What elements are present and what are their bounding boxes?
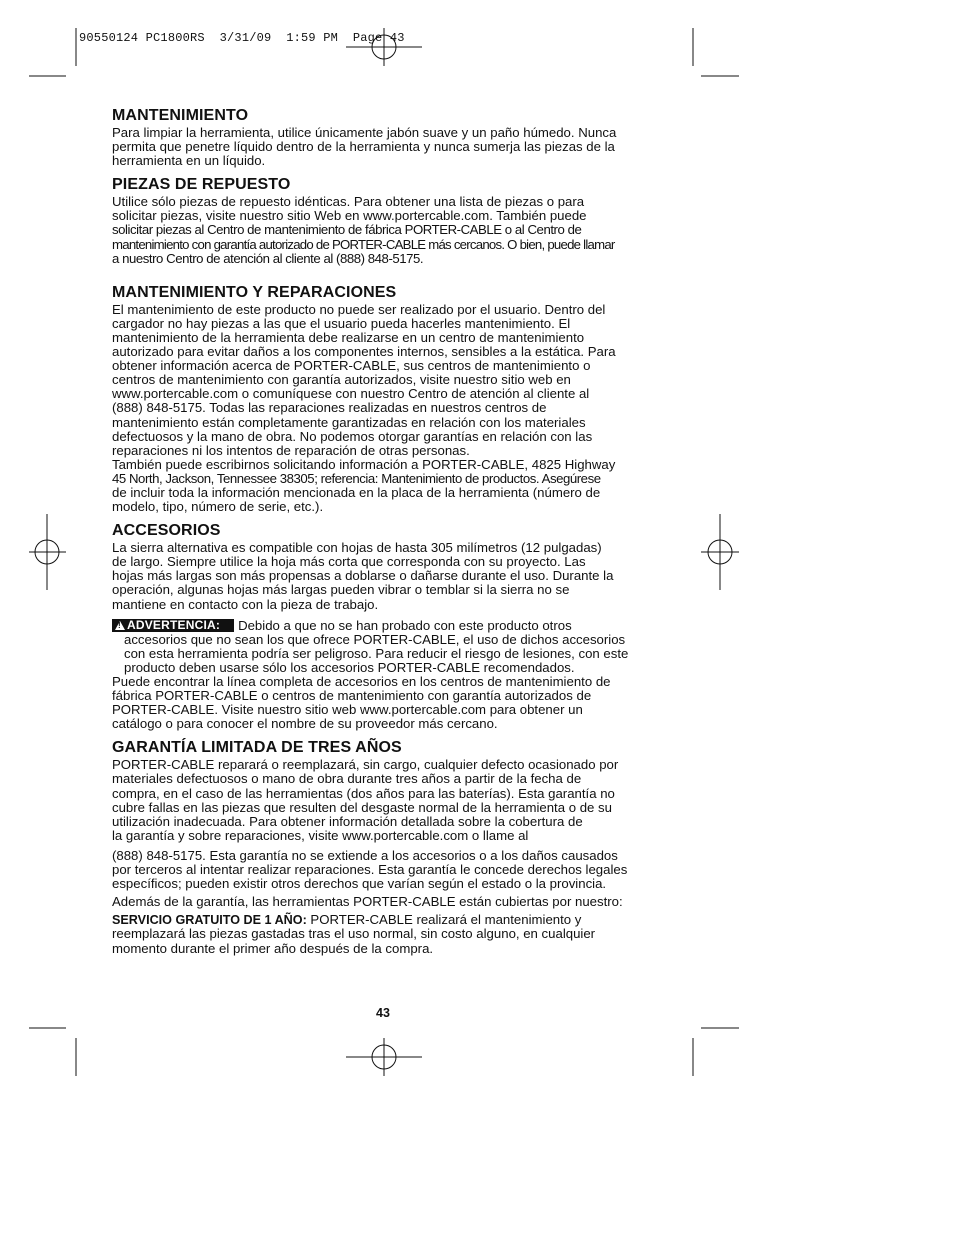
paragraph-line: cargador no hay piezas a las que el usuario pueda hacerles mantenimiento. El: [112, 315, 571, 331]
paragraph-line: Además de la garantía, las herramientas PORTER-CABLE están cubiertas por nuestro:: [112, 894, 623, 910]
paragraph-line: materiales defectuosos o mano de obra durante tres años a partir de la fecha de: [112, 771, 582, 787]
paragraph-line: operación, algunas hojas más largas pueden vibrar o temblar si la sierra no se: [112, 582, 570, 598]
paragraph-line: utilización inadecuada. Para obtener información detallada sobre la cobertura de: [112, 813, 583, 829]
paragraph-line: reparaciones ni los intentos de reparación de otras personas.: [112, 442, 470, 458]
paragraph-line: mantiene en contacto con la pieza de trabajo.: [112, 596, 379, 612]
paragraph-line: a nuestro Centro de atención al cliente al (888) 848-5175.: [112, 250, 424, 266]
paragraph-line: centros de mantenimiento con garantía autorizados, visite nuestro sitio web en: [112, 372, 571, 388]
paragraph-line: La sierra alternativa es compatible con hojas de hasta 305 milímetros (12 pulgadas): [112, 540, 602, 556]
paragraph-line: solicitar piezas al Centro de mantenimiento de fábrica PORTER-CABLE o al Centro de: [112, 222, 582, 238]
page-content: [112, 106, 660, 956]
paragraph-line: herramienta en un líquido.: [112, 153, 266, 169]
paragraph-line: Para limpiar la herramienta, utilice únicamente jabón suave y un paño húmedo. Nunca: [112, 125, 617, 140]
paragraph-line: mantenimiento están completamente garantizadas en relación con los materiales: [112, 414, 586, 430]
paragraph-line: Puede encontrar la línea completa de accesorios en los centros de mantenimiento de: [112, 674, 611, 689]
paragraph-line: momento durante el primer año después de la compra.: [112, 940, 434, 956]
paragraph-line: compra, en el caso de las herramientas (dos años para las baterías). Esta garantía no: [112, 785, 615, 801]
paragraph-line: catálogo o para conocer el nombre de su proveedor más cercano.: [112, 716, 498, 732]
warning-line: accesorios que no sean los que ofrece PORTER-CABLE, el uso de dichos accesorios: [124, 631, 626, 647]
paragraph-line: (888) 848-5175. Esta garantía no se extiende a los accesorios o a los daños causados: [112, 847, 618, 863]
paragraph-line: PORTER-CABLE. Visite nuestro sitio web www.portercable.com para obtener un: [112, 702, 583, 718]
warning-triangle-icon: [115, 621, 125, 630]
warning-text: Debido a que no se han probado con este producto otros: [238, 617, 572, 633]
service-label: SERVICIO GRATUITO DE 1 AÑO:: [112, 913, 307, 928]
paragraph-line: autorizado para evitar daños a los componentes internos, sensibles a la estática. Para: [112, 344, 616, 360]
paragraph-line: específicos; pueden existir otros derechos que varían según el estado o la provincia.: [112, 876, 607, 892]
paragraph-line: de largo. Siempre utilice la hoja más corta que corresponda con su proyecto. Las: [112, 554, 586, 570]
paragraph-line: modelo, tipo, número de serie, etc.).: [112, 499, 324, 515]
paragraph-line: PORTER-CABLE reparará o reemplazará, sin cargo, cualquier defecto ocasionado por: [112, 757, 619, 773]
paragraph-line: reemplazará las piezas gastadas tras el uso normal, sin costo alguno, en cualquier: [112, 926, 596, 942]
service-line: [112, 913, 660, 927]
paragraph-line: (888) 848-5175. Todas las reparaciones realizadas en nuestros centros de: [112, 400, 547, 416]
paragraph-line: 45 North, Jackson, Tennessee 38305; referencia: Mantenimiento de productos. Asegúrese: [112, 470, 601, 486]
warning-line: con esta herramienta podría ser peligroso. Para reducir el riesgo de lesiones, con este: [124, 645, 629, 661]
paragraph-line: El mantenimiento de este producto no puede ser realizado por el usuario. Dentro del: [112, 301, 606, 317]
service-text: PORTER-CABLE realizará el mantenimiento y: [306, 912, 582, 928]
warning-badge: [112, 619, 234, 632]
print-slug: 90550124 PC1800RS 3/31/09 1:59 PM Page 43: [79, 31, 405, 45]
paragraph-line: fábrica PORTER-CABLE o centros de mantenimiento con garantía autorizados de: [112, 688, 592, 704]
paragraph-line: permita que penetre líquido dentro de la herramienta y nunca sumerja las piezas de la: [112, 139, 615, 155]
paragraph-line: obtener información acerca de PORTER-CABLE, sus centros de mantenimiento o: [112, 358, 591, 374]
paragraph-line: de incluir toda la información mencionada en la placa de la herramienta (número de: [112, 484, 601, 500]
paragraph-line: También puede escribirnos solicitando información a PORTER-CABLE, 4825 Highway: [112, 456, 616, 472]
paragraph-line: cubre fallas en las piezas que resulten del desgaste normal de la herramienta o de su: [112, 799, 612, 815]
section-title-mantenimiento: MANTENIMIENTO: [112, 107, 249, 124]
paragraph-line: www.portercable.com o comuníquese con nuestro Centro de atención al cliente al: [112, 386, 590, 402]
paragraph-line: la garantía y sobre reparaciones, visite www.portercable.com o llame al: [112, 827, 529, 843]
section-title-accesorios: ACCESORIOS: [112, 522, 221, 540]
paragraph-line: defectuosos y la mano de obra. No podemos otorgar garantías en relación con las: [112, 428, 593, 444]
warning-line: producto deben usarse sólo los accesorios PORTER-CABLE recomendados.: [124, 659, 575, 675]
paragraph-line: por terceros al intentar realizar reparaciones. Esta garantía le concede derechos legales: [112, 862, 628, 878]
paragraph-line: mantenimiento con garantía autorizado de PORTER-CABLE más cercanos. O bien, puede llamar: [112, 236, 615, 252]
paragraph-line: mantenimiento de la herramienta debe realizarse en un centro de mantenimiento: [112, 329, 585, 345]
warning-label: ADVERTENCIA:: [127, 617, 221, 632]
section-title-garantia: GARANTÍA LIMITADA DE TRES AÑOS: [112, 739, 402, 757]
warning-block: [112, 619, 660, 633]
page-number: 43: [376, 1006, 390, 1020]
paragraph-line: Utilice sólo piezas de repuesto idénticas. Para obtener una lista de piezas o para: [112, 194, 585, 210]
paragraph-line: hojas más largas son más propensas a doblarse o dañarse durante el uso. Durante la: [112, 568, 614, 584]
section-title-reparaciones: MANTENIMIENTO Y REPARACIONES: [112, 283, 397, 301]
section-title-piezas: PIEZAS DE REPUESTO: [112, 176, 291, 194]
paragraph-line: solicitar piezas, visite nuestro sitio Web en www.portercable.com. También puede: [112, 208, 587, 224]
